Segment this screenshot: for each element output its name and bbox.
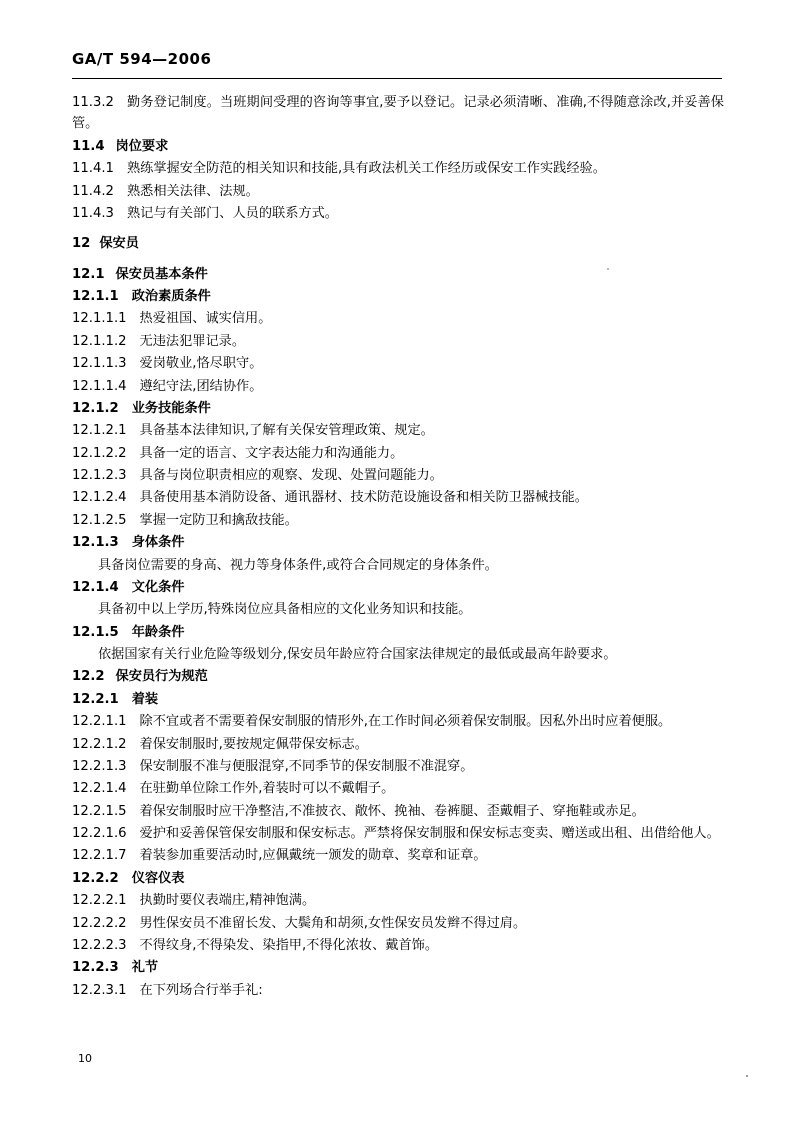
clause-text: 掌握一定防卫和擒敌技能。	[139, 512, 298, 528]
clause-number: 12.2.3	[72, 960, 119, 976]
clause-paragraph	[72, 555, 724, 576]
clause-text: 熟练掌握安全防范的相关知识和技能,具有政法机关工作经历或保安工作实践经验。	[126, 161, 606, 177]
clause-paragraph	[72, 823, 724, 844]
page-number: 10	[78, 1052, 92, 1065]
clause-paragraph	[72, 599, 724, 620]
clause-number: 12.2.2.1	[72, 893, 127, 909]
clause-text: 仪容仪表	[131, 870, 185, 886]
clause-text: 具备一定的语言、文字表达能力和沟通能力。	[139, 445, 404, 461]
clause-paragraph	[72, 845, 724, 866]
clause-number: 12.2.2.3	[72, 937, 127, 953]
clause-paragraph	[72, 689, 724, 710]
clause-number: 12.1	[72, 266, 105, 282]
clause-paragraph	[72, 980, 724, 1001]
page-header-standard-number: GA/T 594—2006	[72, 50, 212, 68]
clause-text: 具备使用基本消防设备、通讯器材、技术防范设施设备和相关防卫器械技能。	[139, 490, 588, 506]
clause-text: 在下列场合行举手礼:	[139, 982, 263, 998]
clause-number: 12.1.1.2	[72, 333, 127, 349]
clause-number: 12.1.2	[72, 400, 119, 416]
clause-number: 12.1.1.1	[72, 311, 127, 327]
clause-paragraph	[72, 92, 724, 135]
clause-number: 12.1.2.5	[72, 512, 127, 528]
clause-number: 12.2.1.3	[72, 758, 127, 774]
clause-paragraph	[72, 935, 724, 956]
clause-paragraph	[72, 158, 724, 179]
clause-text: 爱岗敬业,恪尽职守。	[139, 356, 263, 372]
clause-text: 保安员	[99, 236, 139, 252]
clause-paragraph	[72, 264, 724, 285]
clause-paragraph	[72, 353, 724, 374]
clause-paragraph	[72, 532, 724, 553]
clause-number: 12.1.2.3	[72, 468, 127, 483]
clause-paragraph	[72, 376, 724, 397]
clause-number: 12.1.4	[72, 579, 119, 595]
clause-paragraph	[72, 890, 724, 911]
clause-text: 着装	[131, 691, 159, 707]
clause-number: 12.1.2.1	[72, 423, 127, 439]
clause-paragraph	[72, 308, 724, 329]
clause-paragraph	[72, 957, 724, 978]
clause-paragraph	[72, 420, 724, 441]
clause-paragraph	[72, 577, 724, 598]
registration-mark-right	[746, 1075, 748, 1077]
registration-mark-top-right	[607, 268, 609, 270]
clause-number: 12.2.1.4	[72, 781, 127, 797]
clause-number: 12.1.5	[72, 624, 119, 640]
clause-number: 12.2	[72, 669, 105, 685]
clause-text: 除不宜或者不需要着保安制服的情形外,在工作时间必须着保安制服。因私外出时应着便服。	[139, 714, 672, 730]
clause-text: 无违法犯罪记录。	[139, 333, 246, 349]
clause-paragraph	[72, 286, 724, 307]
clause-number: 12.2.2.2	[72, 915, 127, 931]
clause-number: 11.4.2	[72, 183, 114, 199]
clause-text: 依据国家有关行业危险等级划分,保安员年龄应符合国家法律规定的最低或最高年龄要求。	[98, 647, 617, 662]
clause-text: 年龄条件	[131, 624, 185, 640]
clause-paragraph	[72, 331, 724, 352]
clause-paragraph	[72, 465, 724, 486]
clause-paragraph	[72, 136, 724, 157]
clause-paragraph	[72, 711, 724, 732]
clause-number: 11.4.1	[72, 161, 114, 177]
clause-text: 着装参加重要活动时,应佩戴统一颁发的勋章、奖章和证章。	[139, 848, 487, 864]
clause-number: 12.2.3.1	[72, 982, 127, 998]
clause-number: 12.2.1.6	[72, 826, 127, 841]
clause-text: 文化条件	[131, 579, 185, 595]
clause-paragraph	[72, 510, 724, 531]
clause-paragraph	[72, 487, 724, 508]
clause-text: 热爱祖国、诚实信用。	[139, 311, 272, 327]
clause-text: 身体条件	[131, 535, 185, 551]
clause-text: 着保安制服时应干净整洁,不准披衣、敞怀、挽袖、卷裤腿、歪戴帽子、穿拖鞋或赤足。	[139, 803, 645, 819]
clause-text: 具备基本法律知识,了解有关保安管理政策、规定。	[139, 423, 434, 439]
header-divider-rule	[72, 78, 722, 79]
clause-paragraph	[72, 666, 724, 687]
clause-text: 遵纪守法,团结协作。	[139, 378, 263, 394]
clause-paragraph	[72, 644, 724, 665]
clause-number: 11.4	[72, 138, 105, 154]
clause-number: 12.1.2.4	[72, 490, 127, 506]
clause-number: 12.2.1.1	[72, 714, 127, 730]
clause-number: 11.4.3	[72, 205, 114, 221]
clause-number: 12.1.1.3	[72, 356, 127, 372]
clause-paragraph	[72, 233, 724, 254]
clause-text: 不得纹身,不得染发、染指甲,不得化浓妆、戴首饰。	[139, 937, 439, 953]
clause-number: 12.1.1	[72, 289, 119, 304]
clause-text: 保安员基本条件	[115, 266, 208, 282]
clause-number: 12.1.1.4	[72, 378, 127, 394]
clause-paragraph	[72, 203, 724, 224]
clause-number: 12.2.1.7	[72, 848, 127, 864]
clause-text: 礼节	[131, 960, 159, 976]
clause-text: 岗位要求	[115, 138, 169, 154]
clause-text: 熟记与有关部门、人员的联系方式。	[126, 205, 338, 221]
clause-text: 爱护和妥善保管保安制服和保安标志。严禁将保安制服和保安标志变卖、赠送或出租、出借给他人。	[139, 826, 720, 841]
document-body	[72, 92, 724, 1002]
clause-text: 在驻勤单位除工作外,着装时可以不戴帽子。	[139, 781, 395, 797]
clause-text: 业务技能条件	[131, 400, 211, 416]
clause-number: 12.2.1.2	[72, 736, 127, 752]
clause-paragraph	[72, 778, 724, 799]
clause-text: 具备初中以上学历,特殊岗位应具备相应的文化业务知识和技能。	[98, 602, 472, 618]
clause-paragraph	[72, 756, 724, 777]
clause-number: 12.2.2	[72, 870, 119, 886]
clause-number: 11.3.2	[72, 95, 114, 110]
clause-paragraph	[72, 181, 724, 202]
clause-text: 勤务登记制度。当班期间受理的咨询等事宜,要予以登记。记录必须清晰、准确,不得随意涂改,并妥善保管。	[72, 95, 724, 132]
clause-number: 12.2.1.5	[72, 803, 127, 819]
clause-text: 政治素质条件	[131, 289, 211, 304]
clause-text: 熟悉相关法律、法规。	[126, 183, 259, 199]
clause-number: 12.2.1	[72, 691, 119, 707]
clause-paragraph	[72, 868, 724, 889]
clause-paragraph	[72, 622, 724, 643]
clause-paragraph	[72, 734, 724, 755]
clause-number: 12.1.2.2	[72, 445, 127, 461]
clause-paragraph	[72, 398, 724, 419]
clause-text: 具备与岗位职责相应的观察、发现、处置问题能力。	[139, 468, 443, 483]
clause-text: 具备岗位需要的身高、视力等身体条件,或符合合同规定的身体条件。	[98, 557, 498, 573]
clause-text: 男性保安员不准留长发、大鬓角和胡须,女性保安员发辫不得过肩。	[139, 915, 527, 931]
clause-text: 保安制服不准与便服混穿,不同季节的保安制服不准混穿。	[139, 758, 474, 774]
clause-text: 保安员行为规范	[115, 669, 208, 685]
clause-number: 12	[72, 236, 91, 252]
clause-paragraph	[72, 913, 724, 934]
clause-text: 执勤时要仪表端庄,精神饱满。	[139, 893, 316, 909]
clause-paragraph	[72, 801, 724, 822]
clause-number: 12.1.3	[72, 535, 119, 551]
clause-text: 着保安制服时,要按规定佩带保安标志。	[139, 736, 368, 752]
clause-paragraph	[72, 443, 724, 464]
